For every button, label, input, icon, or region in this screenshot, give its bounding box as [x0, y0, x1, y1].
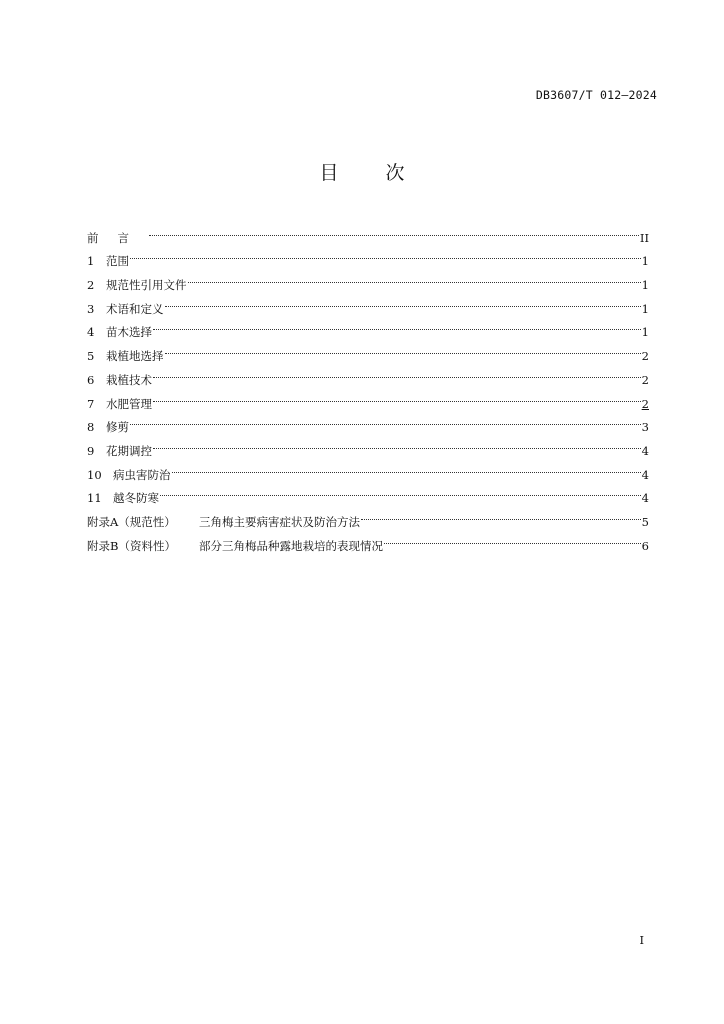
toc-entry-page-link[interactable]: 2: [641, 396, 649, 411]
toc-entry-label: 病虫害防治: [113, 467, 171, 482]
toc-leader-dots: [165, 336, 641, 360]
toc-entry-planting-technique[interactable]: [87, 360, 649, 387]
toc-entry-number: 10: [87, 467, 102, 482]
toc-entry-page: 1: [641, 325, 649, 340]
toc-entry-label: 越冬防寒: [113, 491, 159, 506]
toc-leader-dots: [153, 431, 641, 455]
toc-entry-appendix-a[interactable]: [87, 502, 649, 529]
toc-entry-label: 部分三角梅品种露地栽培的表现情况: [199, 538, 383, 553]
toc-entry-label: 前言: [87, 230, 148, 245]
toc-entry-number: 1: [87, 254, 95, 269]
toc-leader-dots: [361, 502, 641, 526]
toc-title: 目 次: [319, 162, 419, 184]
toc-entry-number: 5: [87, 349, 95, 364]
toc-leader-dots: [188, 265, 641, 289]
toc-entry-label: 水肥管理: [106, 396, 152, 411]
toc-leader-dots: [149, 218, 639, 242]
toc-entry-number: 9: [87, 443, 95, 458]
toc-entry-page: 1: [641, 301, 649, 316]
toc-entry-number: 2: [87, 278, 95, 293]
toc-entry-flowering-regulation[interactable]: [87, 431, 649, 458]
toc-entry-label: 范围: [106, 254, 129, 269]
toc-entry-page: 2: [641, 372, 649, 387]
toc-entry-label: 苗木选择: [106, 325, 152, 340]
toc-entry-foreword[interactable]: [87, 218, 649, 245]
document-code: DB3607/T 012—2024: [535, 88, 657, 102]
toc-leader-dots: [153, 313, 641, 337]
toc-appendix-type: 附录A（规范性）: [87, 514, 176, 529]
toc-entry-label: 栽植地选择: [106, 349, 164, 364]
toc-entry-page: 2: [641, 349, 649, 364]
page-number: I: [639, 933, 644, 947]
toc-leader-dots: [153, 384, 641, 408]
toc-leader-dots: [384, 526, 641, 550]
toc-entry-scope[interactable]: [87, 242, 649, 269]
toc-entry-page: 4: [641, 491, 649, 506]
toc-entry-number: 6: [87, 372, 95, 387]
toc-entry-number: 3: [87, 301, 95, 316]
table-of-contents: [87, 218, 649, 553]
toc-leader-dots: [165, 289, 641, 313]
toc-entry-page: 3: [641, 420, 649, 435]
toc-entry-page: II: [639, 230, 649, 245]
toc-appendix-type: 附录B（资料性）: [87, 538, 176, 553]
toc-entry-water-fertilizer[interactable]: [87, 384, 649, 411]
toc-entry-number: 11: [87, 491, 102, 506]
toc-entry-seedling-selection[interactable]: [87, 313, 649, 340]
toc-entry-page: 1: [641, 278, 649, 293]
toc-entry-site-selection[interactable]: [87, 336, 649, 364]
toc-entry-label: 栽植技术: [106, 372, 152, 387]
toc-entry-winter-protection[interactable]: [87, 479, 649, 506]
toc-leader-dots: [130, 408, 641, 432]
toc-leader-dots: [153, 360, 641, 384]
toc-entry-number: 8: [87, 420, 95, 435]
toc-entry-number: 4: [87, 325, 95, 340]
toc-entry-page: 4: [641, 443, 649, 458]
toc-entry-pest-control[interactable]: [87, 455, 649, 482]
toc-leader-dots: [160, 479, 641, 503]
toc-leader-dots: [172, 455, 641, 479]
toc-entry-label: 三角梅主要病害症状及防治方法: [199, 514, 360, 529]
toc-entry-terms-definitions[interactable]: [87, 289, 649, 316]
toc-entry-page: 5: [641, 514, 649, 529]
toc-entry-page: 6: [641, 538, 649, 553]
toc-entry-page: 4: [641, 467, 649, 482]
toc-entry-label: 术语和定义: [106, 301, 164, 316]
toc-entry-pruning[interactable]: [87, 408, 649, 435]
toc-entry-label: 规范性引用文件: [106, 278, 187, 293]
toc-leader-dots: [130, 242, 641, 266]
toc-entry-normative-references[interactable]: [87, 265, 649, 293]
toc-entry-label: 花期调控: [106, 443, 152, 458]
toc-entry-number: 7: [87, 396, 95, 411]
toc-entry-label: 修剪: [106, 420, 129, 435]
toc-entry-page: 1: [641, 254, 649, 269]
